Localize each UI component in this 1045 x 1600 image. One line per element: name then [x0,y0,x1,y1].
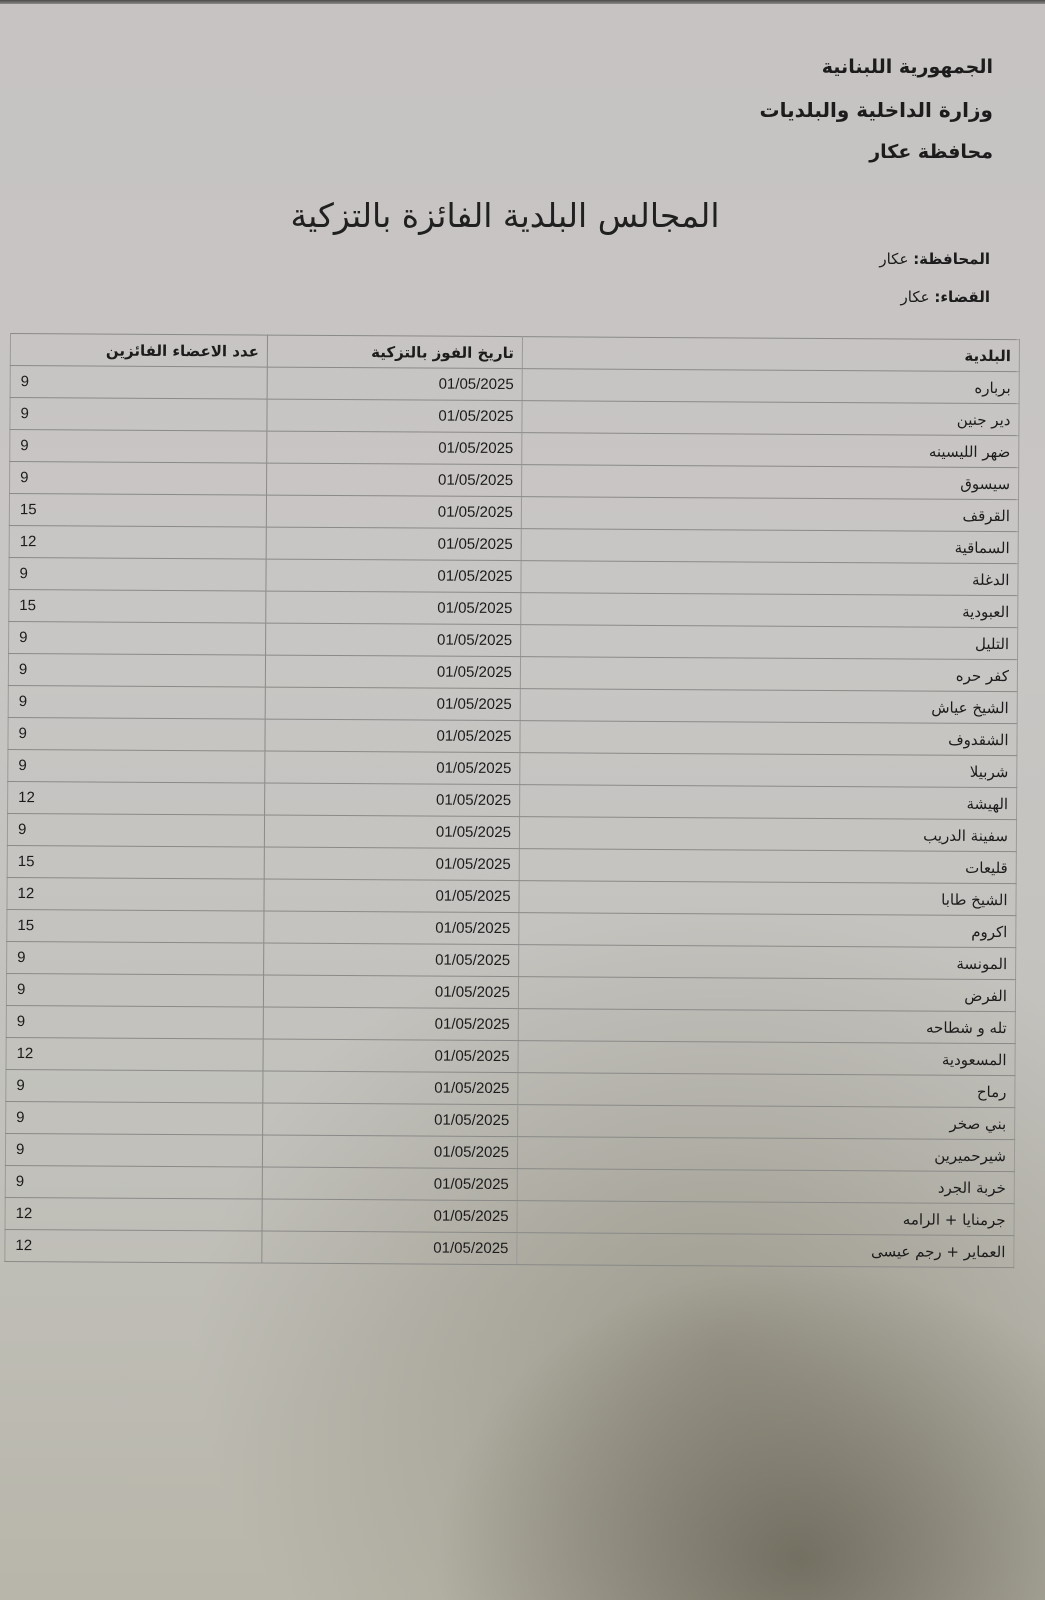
header-municipality: البلدية [522,337,1019,372]
members-cell: 9 [6,1101,263,1135]
date-cell: 01/05/2025 [263,1007,518,1041]
district-value: عكار [900,288,930,306]
members-cell: 9 [10,366,267,400]
members-cell: 9 [10,430,267,464]
members-cell: 12 [7,877,264,911]
date-cell: 01/05/2025 [265,719,520,753]
governorate-label: المحافظة: [913,250,990,268]
members-cell: 15 [9,589,266,623]
date-cell: 01/05/2025 [264,815,519,849]
members-cell: 12 [9,525,266,559]
header-date: تاريخ الفوز بالتزكية [267,335,522,369]
members-cell: 9 [7,941,264,975]
municipality-cell: برباره [522,369,1019,404]
municipality-cell: المسعودية [518,1041,1015,1076]
municipality-cell: رماح [518,1073,1015,1108]
date-cell: 01/05/2025 [262,1231,517,1265]
municipality-cell: شربيلا [520,753,1017,788]
letterhead [760,58,994,185]
members-cell: 9 [8,717,265,751]
members-cell: 9 [8,653,265,687]
municipality-cell: قليعات [519,849,1016,884]
date-cell: 01/05/2025 [262,1199,517,1233]
municipality-cell: سيسوق [522,465,1019,500]
date-cell: 01/05/2025 [266,495,521,529]
members-cell: 9 [7,813,264,847]
date-cell: 01/05/2025 [263,1103,518,1137]
document-title: المجالس البلدية الفائزة بالتزكية [290,196,720,235]
table-row [5,1229,1014,1267]
municipality-cell: السماقية [521,529,1018,564]
letterhead-ministry: وزارة الداخلية والبلديات [759,98,993,122]
date-cell: 01/05/2025 [267,463,522,497]
members-cell: 9 [6,1005,263,1039]
municipality-cell: الفرض [518,977,1015,1012]
municipality-cell: الدغلة [521,561,1018,596]
governorate-value: عكار [879,250,909,268]
date-cell: 01/05/2025 [263,975,518,1009]
municipality-cell: سفينة الدريب [519,817,1016,852]
members-cell: 9 [8,749,265,783]
header-members: عدد الاعضاء الفائزين [10,334,267,368]
members-cell: 15 [7,909,264,943]
municipality-cell: تله و شطاحه [518,1009,1015,1044]
members-cell: 9 [9,621,266,655]
members-cell: 9 [5,1165,262,1199]
date-cell: 01/05/2025 [265,783,520,817]
members-cell: 12 [5,1229,262,1263]
municipality-cell: كفر حره [520,657,1017,692]
municipality-cell: الهيشة [520,785,1017,820]
date-cell: 01/05/2025 [263,1071,518,1105]
date-cell: 01/05/2025 [266,559,521,593]
municipality-cell: شيرحميرين [517,1137,1014,1172]
date-cell: 01/05/2025 [262,1135,517,1169]
date-cell: 01/05/2025 [262,1167,517,1201]
members-cell: 15 [9,494,266,528]
date-cell: 01/05/2025 [267,367,522,401]
members-cell: 9 [9,557,266,591]
date-cell: 01/05/2025 [264,879,519,913]
municipality-cell: التليل [521,625,1018,660]
members-cell: 9 [10,398,267,432]
municipality-cell: ضهر الليسينه [522,433,1019,468]
municipality-cell: دير جنين [522,401,1019,436]
date-cell: 01/05/2025 [264,943,519,977]
members-cell: 12 [8,781,265,815]
date-cell: 01/05/2025 [265,751,520,785]
date-cell: 01/05/2025 [263,1039,518,1073]
municipality-cell: العماير + رجم عيسى [517,1233,1014,1268]
date-cell: 01/05/2025 [266,591,521,625]
members-cell: 9 [6,973,263,1007]
municipality-cell: الشيخ عياش [520,689,1017,724]
members-cell: 9 [5,1133,262,1167]
date-cell: 01/05/2025 [265,655,520,689]
letterhead-republic: الجمهورية اللبنانية [821,56,993,78]
members-cell: 9 [10,462,267,496]
municipality-cell: القرقف [521,497,1018,532]
meta-district [879,288,990,306]
date-cell: 01/05/2025 [267,399,522,433]
members-cell: 12 [6,1037,263,1071]
document-meta [879,250,990,326]
municipality-cell: الشيخ طابا [519,881,1016,916]
municipality-cell: العبودية [521,593,1018,628]
municipality-cell: بني صخر [518,1105,1015,1140]
letterhead-governorate: محافظة عكار [869,141,993,163]
date-cell: 01/05/2025 [265,687,520,721]
date-cell: 01/05/2025 [267,431,522,465]
members-cell: 12 [5,1197,262,1231]
date-cell: 01/05/2025 [264,847,519,881]
district-label: القضاء: [934,288,990,306]
members-cell: 9 [6,1069,263,1103]
municipality-cell: اكروم [519,913,1016,948]
municipality-cell: جرمنايا + الرامه [517,1201,1014,1236]
table-body [5,366,1019,1268]
meta-governorate [879,250,990,268]
members-cell: 9 [8,685,265,719]
municipality-cell: خربة الجرد [517,1169,1014,1204]
members-cell: 15 [7,845,264,879]
municipalities-table [4,333,1020,1268]
municipality-cell: الشقدوف [520,721,1017,756]
date-cell: 01/05/2025 [264,911,519,945]
municipality-cell: المونسة [519,945,1016,980]
date-cell: 01/05/2025 [266,623,521,657]
date-cell: 01/05/2025 [266,527,521,561]
